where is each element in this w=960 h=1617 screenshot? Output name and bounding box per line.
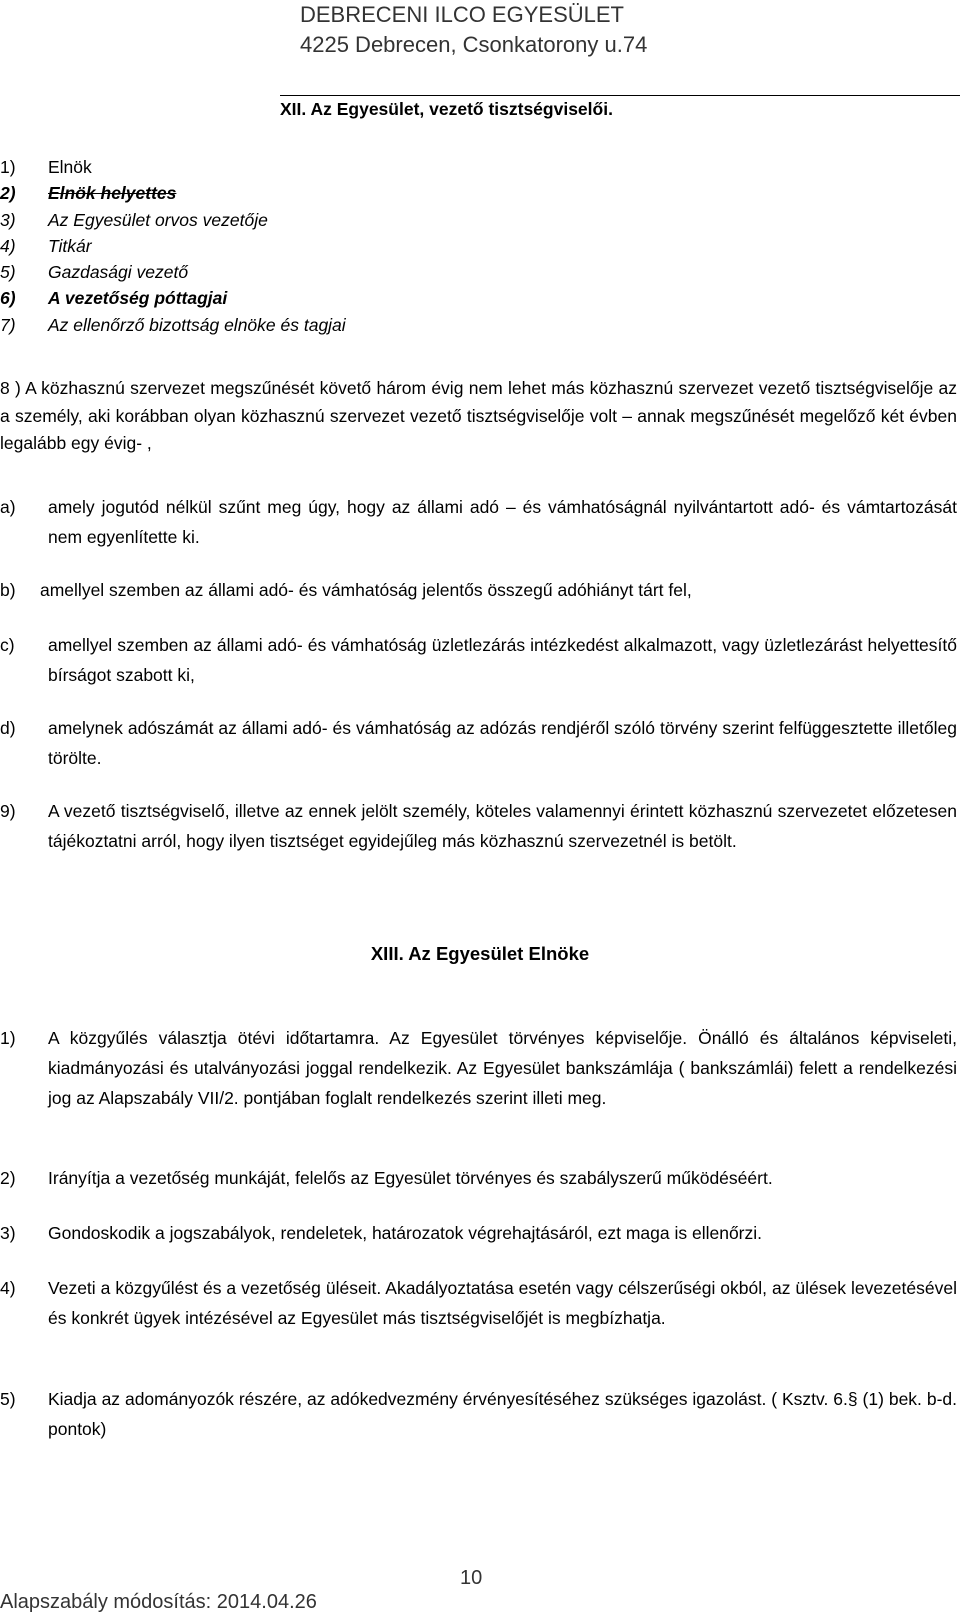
footer-note: Alapszabály módosítás: 2014.04.26 xyxy=(0,1591,317,1613)
list-item: 2) Elnök helyettes xyxy=(0,183,177,204)
list-item: 4) Titkár xyxy=(0,235,92,256)
list-item: 2) Irányítja a vezetőség munkáját, felelős az Egyesület törvényes és szabályszerű működéséért. xyxy=(0,1168,773,1188)
officer-list xyxy=(0,154,346,338)
list-item: 6) A vezetőség póttagjai xyxy=(0,288,228,309)
list-item: 1) Elnök xyxy=(0,157,92,177)
list-item: 1) A közgyűlés választja ötévi időtartamra. Az Egyesület törvényes képviselője. Önálló és általános képviseleti, kiadmányozási és utalványozási joggal rendelkezik. Az Egyesület bankszámlája ( bankszámlái) felett a rendelkezési jog az Alapszabály VII/2. pontjában foglalt rendelkezés szerint illeti meg. xyxy=(0,1028,957,1108)
list-item: 5) Kiadja az adományozók részére, az adókedvezmény érvényesítéséhez szükséges igazolást. ( Ksztv. 6.§ (1) bek. b-d. pontok) xyxy=(0,1389,957,1439)
list-item: d) amelynek adószámát az állami adó- és vámhatóság az adózás rendjéről szóló törvény szerint felfüggesztette illetőleg törölte. xyxy=(0,718,957,768)
page-number: 10 xyxy=(460,1567,483,1589)
list-item: a) amely jogutód nélkül szűnt meg úgy, hogy az állami adó – és vámhatóságnál nyilvántartott adó- és vámtartozását nem egyenlítette ki. xyxy=(0,497,957,547)
list-item: 3) Gondoskodik a jogszabályok, rendeletek, határozatok végrehajtásáról, ezt maga is ellenőrzi. xyxy=(0,1223,763,1243)
header-divider xyxy=(280,95,960,96)
paragraph-8: 8 ) A közhasznú szervezet megszűnését követő három évig nem lehet más közhasznú szervezet vezető tisztségviselője az a személy, aki korábban olyan közhasznú szervezet vezető tisztségviselője volt – annak megszűnését megelőző két évben legalább egy évig- , xyxy=(0,378,957,453)
list-item: 9) A vezető tisztségviselő, illetve az ennek jelölt személy, köteles valamennyi érintett közhasznú szervezetet előzetesen tájékoztatni arról, hogy ilyen tisztséget egyidejűleg más közhasznú szervezetnél is betölt. xyxy=(0,801,957,851)
org-name: DEBRECENI ILCO EGYESÜLET xyxy=(300,2,624,27)
org-address: 4225 Debrecen, Csonkatorony u.74 xyxy=(300,32,648,57)
list-item: 3) Az Egyesület orvos vezetője xyxy=(0,209,268,230)
section-12-title: XII. Az Egyesület, vezető tisztségviselői. xyxy=(280,99,613,119)
list-item: 5) Gazdasági vezető xyxy=(0,262,189,283)
list-item: b) amellyel szemben az állami adó- és vámhatóság jelentős összegű adóhiányt tárt fel, xyxy=(0,580,692,600)
list-item: 7) Az ellenőrző bizottság elnöke és tagjai xyxy=(0,314,346,335)
list-item: c) amellyel szemben az állami adó- és vámhatóság üzletlezárás intézkedést alkalmazott, vagy üzletlezárást helyettesítő bírságot szabott ki, xyxy=(0,635,957,685)
list-item: 4) Vezeti a közgyűlést és a vezetőség üléseit. Akadályoztatása esetén vagy célszerűségi okból, az ülések levezetésével és konkrét ügyek intézésével az Egyesület más tisztségviselőjét is megbízhatja. xyxy=(0,1278,957,1328)
section-13-title: XIII. Az Egyesület Elnöke xyxy=(370,943,590,964)
